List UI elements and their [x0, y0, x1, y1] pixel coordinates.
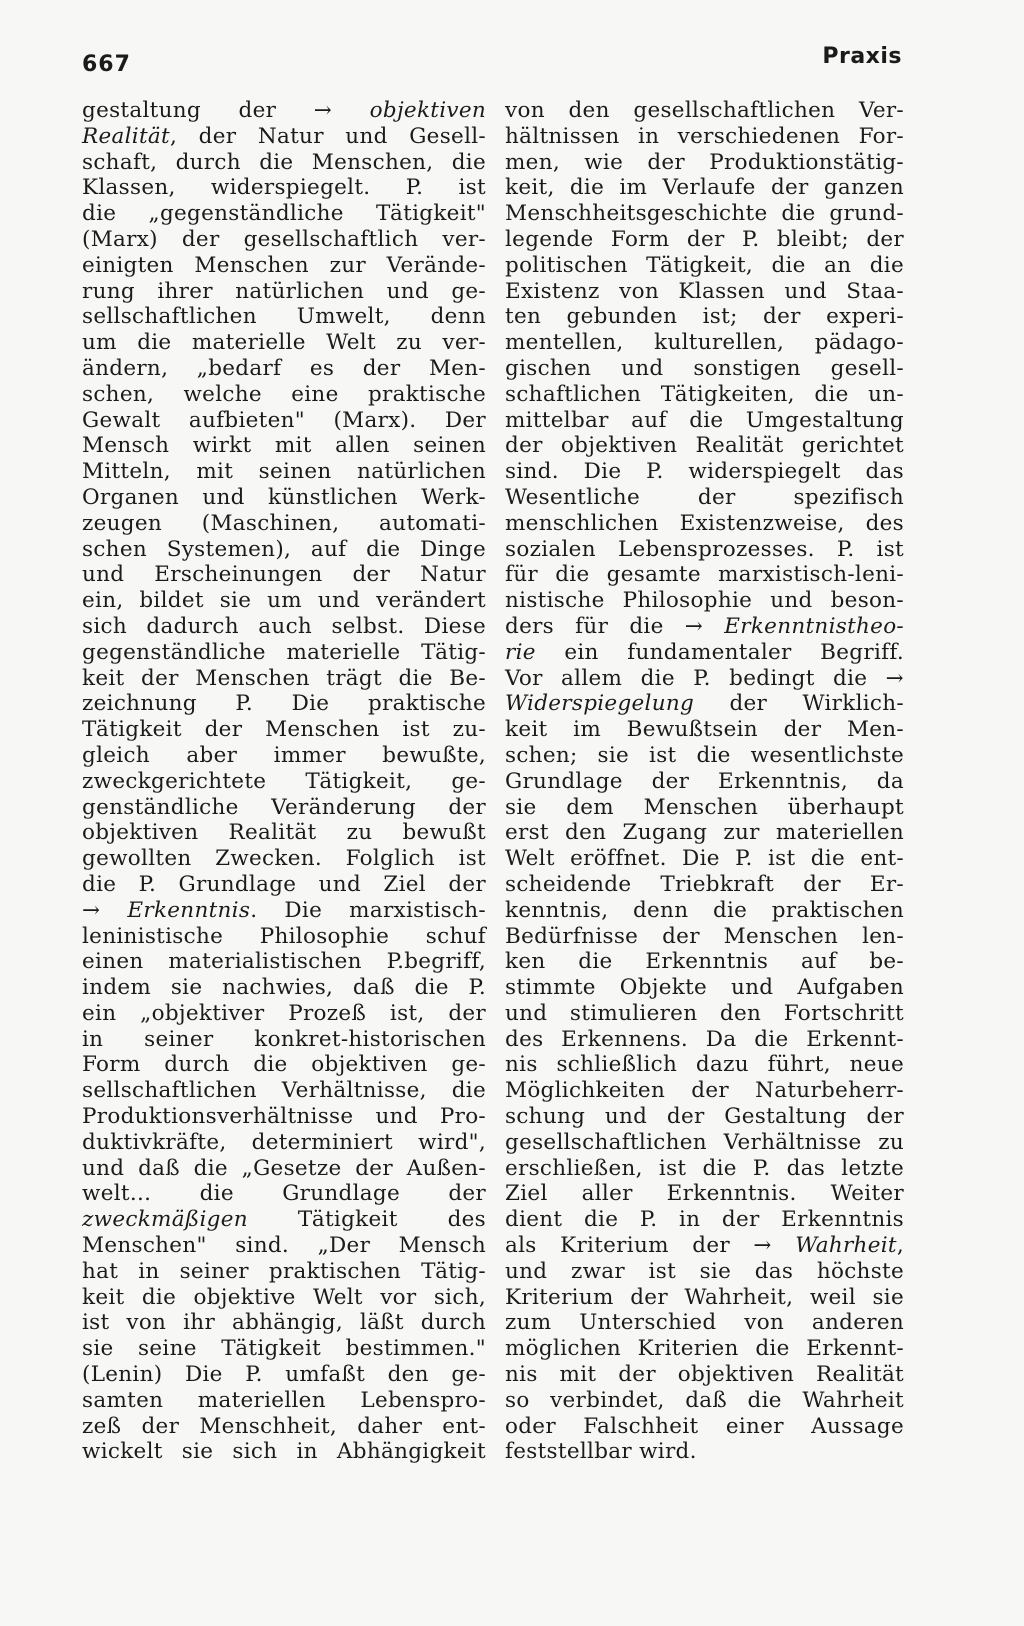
text-segment: zweckgerichtete Tätigkeit, ge-	[82, 768, 486, 794]
text-segment: ein „objektiver Prozeß ist, der	[82, 1000, 486, 1026]
text-line	[505, 1388, 904, 1414]
text-segment: (Marx) der gesellschaftlich ver-	[82, 226, 486, 252]
text-segment: men, wie der Produktionstätig-	[505, 149, 904, 175]
text-line	[82, 1362, 486, 1388]
text-segment: (Lenin) Die P. umfaßt den ge-	[82, 1362, 486, 1388]
text-line	[505, 124, 904, 150]
text-segment: gewollten Zwecken. Folglich ist	[82, 846, 486, 872]
text-segment: Vor allem die P. bedingt die →	[505, 665, 904, 691]
text-segment: Ziel aller Erkenntnis. Weiter	[505, 1181, 904, 1207]
text-line	[505, 1104, 904, 1130]
text-line	[505, 949, 904, 975]
text-segment: möglichen Kriterien die Erkennt-	[505, 1336, 904, 1362]
text-segment: Form durch die objektiven ge-	[82, 1052, 486, 1078]
text-line	[82, 691, 486, 717]
italic-term: Erkenntnistheo-	[724, 613, 904, 639]
text-line	[505, 1207, 904, 1233]
text-segment: Menschen" sind. „Der Mensch	[82, 1233, 486, 1259]
text-line	[505, 614, 904, 640]
text-segment: legende Form der P. bleibt; der	[505, 226, 904, 252]
text-line	[82, 356, 486, 382]
text-segment: Mitteln, mit seinen natürlichen	[82, 459, 486, 485]
text-line	[505, 562, 904, 588]
text-segment: oder Falschheit einer Aussage	[505, 1413, 904, 1439]
text-segment: die P. Grundlage und Ziel der	[82, 871, 486, 897]
text-line	[505, 537, 904, 563]
text-line	[505, 1181, 904, 1207]
text-line	[82, 924, 486, 950]
text-segment: ken die Erkenntnis auf be-	[505, 949, 904, 975]
text-line	[82, 485, 486, 511]
right-column	[505, 98, 904, 1465]
text-line	[505, 1052, 904, 1078]
text-line	[82, 1233, 486, 1259]
text-segment: der objektiven Realität gerichtet	[505, 433, 904, 459]
text-segment: Tätigkeit des	[247, 1207, 486, 1233]
text-segment: des Erkennens. Da die Erkennt-	[505, 1026, 904, 1052]
text-segment: sellschaftlichen Verhältnisse, die	[82, 1078, 486, 1104]
text-line	[505, 485, 904, 511]
text-segment: und zwar ist sie das höchste	[505, 1258, 904, 1284]
text-line	[82, 1130, 486, 1156]
text-segment: so verbindet, daß die Wahrheit	[505, 1387, 904, 1413]
running-head: Praxis	[822, 44, 902, 69]
text-line	[505, 1336, 904, 1362]
text-segment: keit im Bewußtsein der Men-	[505, 717, 904, 743]
italic-term: Realität	[82, 123, 170, 149]
text-line	[505, 382, 904, 408]
text-line	[82, 537, 486, 563]
text-line	[82, 562, 486, 588]
text-line	[82, 304, 486, 330]
text-segment: ändern, „bedarf es der Men-	[82, 355, 486, 381]
text-segment: einigten Menschen zur Verände-	[82, 252, 486, 278]
text-segment: indem sie nachwies, daß die P.	[82, 975, 486, 1001]
text-segment: leninistische Philosophie schuf	[82, 923, 486, 949]
text-line	[505, 691, 904, 717]
text-segment: zeß der Menschheit, daher ent-	[82, 1413, 486, 1439]
text-segment: schaftlichen Tätigkeiten, die un-	[505, 381, 904, 407]
text-segment: gegenständliche materielle Tätig-	[82, 639, 486, 665]
text-segment: politischen Tätigkeit, die an die	[505, 252, 904, 278]
text-line	[505, 924, 904, 950]
text-line	[82, 1414, 486, 1440]
text-line	[82, 614, 486, 640]
text-segment: zeichnung P. Die praktische	[82, 691, 486, 717]
text-segment: kenntnis, denn die praktischen	[505, 897, 904, 923]
text-segment: →	[82, 897, 128, 923]
text-line	[82, 150, 486, 176]
text-segment: ten gebunden ist; der experi-	[505, 304, 904, 330]
text-line	[505, 1130, 904, 1156]
text-line	[505, 769, 904, 795]
text-line	[505, 227, 904, 253]
text-line	[82, 949, 486, 975]
text-line	[82, 1336, 486, 1362]
italic-term: Erkenntnis	[127, 897, 251, 923]
text-line	[82, 279, 486, 305]
text-line	[82, 898, 486, 924]
text-segment: menschlichen Existenzweise, des	[505, 510, 904, 536]
text-segment: und stimulieren den Fortschritt	[505, 1000, 904, 1026]
text-line	[82, 1259, 486, 1285]
text-line	[505, 588, 904, 614]
text-line	[505, 511, 904, 537]
text-line	[505, 872, 904, 898]
text-line	[82, 459, 486, 485]
text-segment: sind. Die P. widerspiegelt das	[505, 459, 904, 485]
text-segment: Kriterium der Wahrheit, weil sie	[505, 1284, 904, 1310]
text-segment: ders für die →	[505, 613, 725, 639]
text-segment: schung und der Gestaltung der	[505, 1104, 904, 1130]
text-line	[505, 743, 904, 769]
text-line	[82, 330, 486, 356]
text-line	[82, 201, 486, 227]
text-segment: . Die marxistisch-	[250, 897, 486, 923]
text-segment: Welt eröffnet. Die P. ist die ent-	[505, 846, 904, 872]
text-line	[505, 1001, 904, 1027]
text-segment: Mensch wirkt mit allen seinen	[82, 433, 486, 459]
text-segment: einen materialistischen P.begriff,	[82, 949, 486, 975]
text-line	[505, 1078, 904, 1104]
text-line	[82, 743, 486, 769]
text-line	[505, 1285, 904, 1311]
text-line	[82, 382, 486, 408]
text-line	[505, 459, 904, 485]
text-line	[505, 408, 904, 434]
text-segment: Möglichkeiten der Naturbeherr-	[505, 1078, 904, 1104]
text-segment: welt... die Grundlage der	[82, 1181, 486, 1207]
left-column	[82, 98, 486, 1465]
text-line	[505, 1259, 904, 1285]
text-line	[505, 1439, 904, 1465]
text-line	[82, 433, 486, 459]
text-segment: gleich aber immer bewußte,	[82, 742, 486, 768]
text-segment: gestaltung der →	[82, 98, 370, 123]
text-line	[82, 511, 486, 537]
text-segment: erschließen, ist die P. das letzte	[505, 1155, 904, 1181]
text-segment: schen, welche eine praktische	[82, 381, 486, 407]
text-line	[505, 1233, 904, 1259]
text-line	[505, 150, 904, 176]
text-line	[505, 666, 904, 692]
italic-term: objektiven	[369, 98, 486, 123]
text-line	[505, 1414, 904, 1440]
text-segment: der Wirklich-	[694, 691, 904, 717]
text-segment: keit die objektive Welt vor sich,	[82, 1284, 486, 1310]
text-segment: wickelt sie sich in Abhängigkeit	[82, 1439, 486, 1465]
italic-term: rie	[505, 639, 536, 665]
text-line	[505, 846, 904, 872]
text-segment: Wesentliche der spezifisch	[505, 484, 904, 510]
text-line	[82, 1388, 486, 1414]
text-segment: mentellen, kulturellen, pädago-	[505, 330, 904, 356]
text-segment: dient die P. in der Erkenntnis	[505, 1207, 904, 1233]
text-line	[505, 717, 904, 743]
text-segment: , der Natur und Gesell-	[169, 123, 486, 149]
text-segment: nis mit der objektiven Realität	[505, 1362, 904, 1388]
text-line	[505, 820, 904, 846]
text-segment: Grundlage der Erkenntnis, da	[505, 768, 904, 794]
text-segment: Tätigkeit der Menschen ist zu-	[82, 717, 486, 743]
text-line	[505, 898, 904, 924]
text-segment: und Erscheinungen der Natur	[82, 562, 486, 588]
text-line	[82, 1181, 486, 1207]
text-segment: erst den Zugang zur materiellen	[505, 820, 904, 846]
text-segment: Bedürfnisse der Menschen len-	[505, 923, 904, 949]
text-line	[82, 820, 486, 846]
text-line	[82, 408, 486, 434]
text-segment: zeugen (Maschinen, automati-	[82, 510, 486, 536]
text-segment: Klassen, widerspiegelt. P. ist	[82, 175, 486, 201]
text-line	[82, 1001, 486, 1027]
text-line	[82, 588, 486, 614]
text-segment: in seiner konkret-historischen	[82, 1026, 486, 1052]
text-line	[82, 1052, 486, 1078]
text-segment: Menschheitsgeschichte die grund-	[505, 201, 904, 227]
text-line	[82, 1156, 486, 1182]
text-segment: rung ihrer natürlichen und ge-	[82, 278, 486, 304]
text-line	[82, 640, 486, 666]
text-segment: nistische Philosophie und beson-	[505, 588, 904, 614]
text-line	[505, 1027, 904, 1053]
text-segment: nis schließlich dazu führt, neue	[505, 1052, 904, 1078]
text-segment: und daß die „Gesetze der Außen-	[82, 1155, 486, 1181]
text-segment: die „gegenständliche Tätigkeit"	[82, 201, 486, 227]
text-segment: sozialen Lebensprozesses. P. ist	[505, 536, 904, 562]
text-line	[82, 1285, 486, 1311]
text-segment: sie seine Tätigkeit bestimmen."	[82, 1336, 486, 1362]
text-line	[82, 1207, 486, 1233]
italic-term: Widerspiegelung	[505, 691, 695, 717]
text-line	[82, 1078, 486, 1104]
text-line	[82, 124, 486, 150]
text-line	[82, 795, 486, 821]
text-line	[505, 795, 904, 821]
text-segment: feststellbar wird.	[505, 1439, 697, 1465]
text-segment: keit, die im Verlaufe der ganzen	[505, 175, 904, 201]
text-line	[505, 201, 904, 227]
text-line	[82, 846, 486, 872]
text-line	[82, 98, 486, 124]
text-segment: von den gesellschaftlichen Ver-	[505, 98, 904, 123]
text-line	[505, 640, 904, 666]
text-line	[82, 227, 486, 253]
text-segment: schen; sie ist die wesentlichste	[505, 742, 904, 768]
text-segment: ist von ihr abhängig, läßt durch	[82, 1310, 486, 1336]
text-segment: zum Unterschied von anderen	[505, 1310, 904, 1336]
text-line	[505, 175, 904, 201]
text-line	[505, 253, 904, 279]
italic-term: zweckmäßigen	[82, 1207, 248, 1233]
text-segment: Gewalt aufbieten" (Marx). Der	[82, 407, 486, 433]
text-line	[82, 1310, 486, 1336]
text-line	[505, 433, 904, 459]
text-segment: schaft, durch die Menschen, die	[82, 149, 486, 175]
text-segment: ein, bildet sie um und verändert	[82, 588, 486, 614]
text-line	[82, 175, 486, 201]
text-line	[82, 769, 486, 795]
text-segment: als Kriterium der →	[505, 1233, 796, 1259]
text-segment: objektiven Realität zu bewußt	[82, 820, 486, 846]
text-line	[505, 1310, 904, 1336]
text-segment: Existenz von Klassen und Staa-	[505, 278, 904, 304]
text-segment: um die materielle Welt zu ver-	[82, 330, 486, 356]
text-segment: keit der Menschen trägt die Be-	[82, 665, 486, 691]
text-segment: schen Systemen), auf die Dinge	[82, 536, 486, 562]
text-line	[505, 1362, 904, 1388]
italic-term: Wahrheit	[795, 1233, 897, 1259]
text-line	[82, 1104, 486, 1130]
text-segment: gesellschaftlichen Verhältnisse zu	[505, 1129, 904, 1155]
text-segment: ein fundamentaler Begriff.	[535, 639, 904, 665]
text-line	[82, 975, 486, 1001]
page-number: 667	[82, 52, 131, 77]
text-line	[82, 717, 486, 743]
text-line	[82, 666, 486, 692]
text-segment: Produktionsverhältnisse und Pro-	[82, 1104, 486, 1130]
text-segment: hältnissen in verschiedenen For-	[505, 123, 904, 149]
text-segment: genständliche Veränderung der	[82, 794, 486, 820]
text-segment: scheidende Triebkraft der Er-	[505, 871, 904, 897]
text-segment: stimmte Objekte und Aufgaben	[505, 975, 904, 1001]
text-segment: ,	[896, 1233, 904, 1259]
text-line	[505, 1156, 904, 1182]
text-segment: sich dadurch auch selbst. Diese	[82, 613, 486, 639]
text-segment: duktivkräfte, determiniert wird",	[82, 1129, 486, 1155]
text-line	[82, 872, 486, 898]
text-segment: mittelbar auf die Umgestaltung	[505, 407, 904, 433]
text-segment: hat in seiner praktischen Tätig-	[82, 1258, 486, 1284]
text-line	[505, 98, 904, 124]
text-line	[82, 1439, 486, 1465]
text-line	[505, 356, 904, 382]
text-segment: sellschaftlichen Umwelt, denn	[82, 304, 486, 330]
text-line	[505, 279, 904, 305]
text-segment: samten materiellen Lebenspro-	[82, 1387, 486, 1413]
text-segment: gischen und sonstigen gesell-	[505, 355, 904, 381]
text-segment: für die gesamte marxistisch-leni-	[505, 562, 904, 588]
text-line	[82, 1027, 486, 1053]
text-line	[505, 330, 904, 356]
text-line	[505, 304, 904, 330]
text-line	[82, 253, 486, 279]
text-segment: Organen und künstlichen Werk-	[82, 484, 486, 510]
text-segment: sie dem Menschen überhaupt	[505, 794, 904, 820]
text-line	[505, 975, 904, 1001]
